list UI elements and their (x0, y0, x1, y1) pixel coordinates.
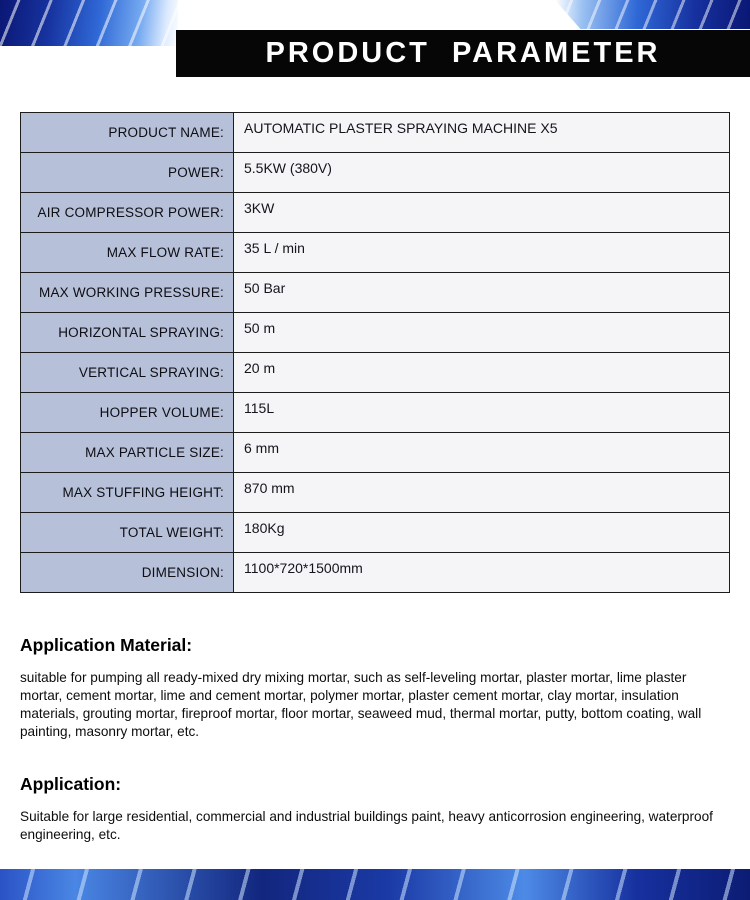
table-row (21, 393, 730, 433)
table-row (21, 513, 730, 553)
spec-value: 3KW (234, 193, 730, 233)
application-body: Suitable for large residential, commercial and industrial buildings paint, heavy anticorrosion engineering, waterproof engineering, etc. (20, 809, 713, 843)
table-row (21, 113, 730, 153)
spec-label: HORIZONTAL SPRAYING: (21, 313, 234, 353)
table-row (21, 233, 730, 273)
spec-label: DIMENSION: (21, 553, 234, 593)
spec-value: 20 m (234, 353, 730, 393)
table-row (21, 433, 730, 473)
product-parameter-table (20, 112, 730, 593)
bottom-banner-graphic (0, 869, 750, 900)
content (20, 112, 730, 844)
top-right-banner-graphic (555, 0, 750, 29)
page-title: PRODUCT PARAMETER (265, 37, 661, 69)
spec-value: AUTOMATIC PLASTER SPRAYING MACHINE X5 (234, 113, 730, 153)
spec-label: MAX WORKING PRESSURE: (21, 273, 234, 313)
application-material-body: suitable for pumping all ready-mixed dry mixing mortar, such as self-leveling mortar, plaster mortar, lime plaster mortar, cement mortar, lime and cement mortar, polymer mortar, plaster cement mortar, clay mortar, insulation materials, grouting mortar, fireproof mortar, floor mortar, seaweed mud, thermal mortar, putty, bottom coating, wall painting, masonry mortar, etc. (20, 670, 702, 740)
spec-value: 50 m (234, 313, 730, 353)
spec-value: 6 mm (234, 433, 730, 473)
table-row (21, 553, 730, 593)
table-row (21, 193, 730, 233)
table-row (21, 353, 730, 393)
table-row (21, 153, 730, 193)
spec-value: 180Kg (234, 513, 730, 553)
spec-value: 5.5KW (380V) (234, 153, 730, 193)
spec-label: VERTICAL SPRAYING: (21, 353, 234, 393)
spec-label: AIR COMPRESSOR POWER: (21, 193, 234, 233)
spec-label: TOTAL WEIGHT: (21, 513, 234, 553)
spec-label: MAX STUFFING HEIGHT: (21, 473, 234, 513)
table-row (21, 473, 730, 513)
spec-label: PRODUCT NAME: (21, 113, 234, 153)
spec-label: HOPPER VOLUME: (21, 393, 234, 433)
table-row (21, 313, 730, 353)
spec-value: 115L (234, 393, 730, 433)
application-heading: Application: (20, 774, 122, 795)
spec-label: POWER: (21, 153, 234, 193)
spec-label: MAX FLOW RATE: (21, 233, 234, 273)
spec-value: 50 Bar (234, 273, 730, 313)
title-bar (176, 30, 750, 77)
spec-value: 35 L / min (234, 233, 730, 273)
table-row (21, 273, 730, 313)
spec-value: 1100*720*1500mm (234, 553, 730, 593)
application-material-heading: Application Material: (20, 635, 193, 655)
spec-label: MAX PARTICLE SIZE: (21, 433, 234, 473)
top-left-banner-graphic (0, 0, 178, 46)
spec-value: 870 mm (234, 473, 730, 513)
